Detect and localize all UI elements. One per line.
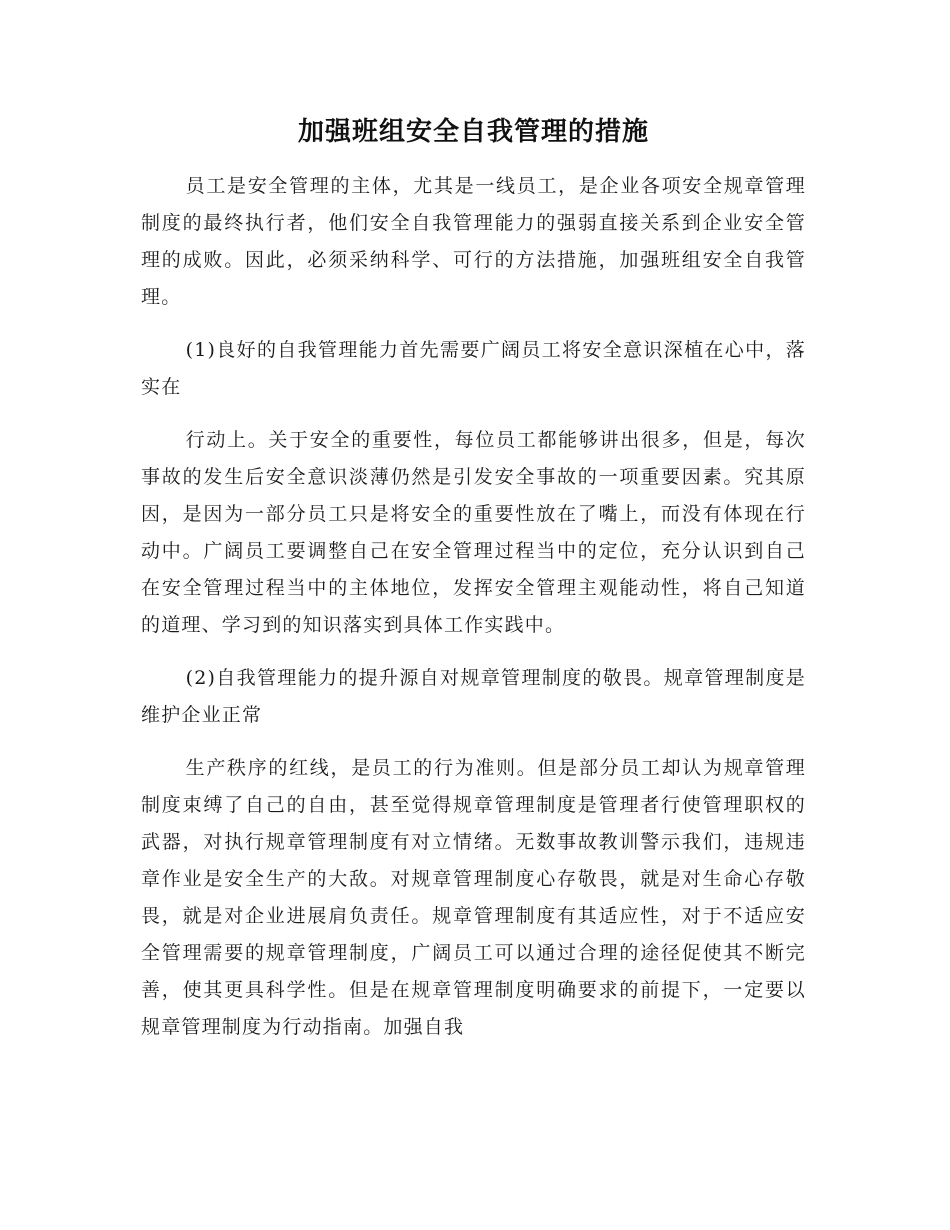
paragraph-intro: 员工是安全管理的主体，尤其是一线员工，是企业各项安全规章管理制度的最终执行者，他们安全自我管理能力的强弱直接关系到企业安全管理的成败。因此，必须采纳科学、可行的方法措施，加强班组安全自我管理。 [141,175,806,308]
paragraph-point-2-heading: (2)自我管理能力的提升源自对规章管理制度的敬畏。规章管理制度是维护企业正常 [141,667,806,726]
document-title: 加强班组安全自我管理的措施 [297,117,649,147]
paragraph-point-2-body: 生产秩序的红线，是员工的行为准则。但是部分员工却认为规章管理制度束缚了自己的自由，甚至觉得规章管理制度是管理者行使管理职权的武器，对执行规章管理制度有对立情绪。无数事故教训警示我们，违规违章作业是安全生产的大敌。对规章管理制度心存敬畏，就是对生命心存敬畏，就是对企业进展肩负责任。规章管理制度有其适应性，对于不适应安全管理需要的规章管理制度，广阔员工可以通过合理的途径促使其不断完善，使其更具科学性。但是在规章管理制度明确要求的前提下，一定要以规章管理制度为行动指南。加强自我 [141,757,806,1038]
paragraph-point-1-body: 行动上。关于安全的重要性，每位员工都能够讲出很多，但是，每次事故的发生后安全意识淡薄仍然是引发安全事故的一项重要因素。究其原因，是因为一部分员工只是将安全的重要性放在了嘴上，而没有体现在行动中。广阔员工要调整自己在安全管理过程当中的定位，充分认识到自己在安全管理过程当中的主体地位，发挥安全管理主观能动性，将自己知道的道理、学习到的知识落实到具体工作实践中。 [141,429,806,636]
paragraph-point-1-heading: (1)良好的自我管理能力首先需要广阔员工将安全意识深植在心中，落实在 [141,339,806,398]
document-page [141,112,806,1062]
